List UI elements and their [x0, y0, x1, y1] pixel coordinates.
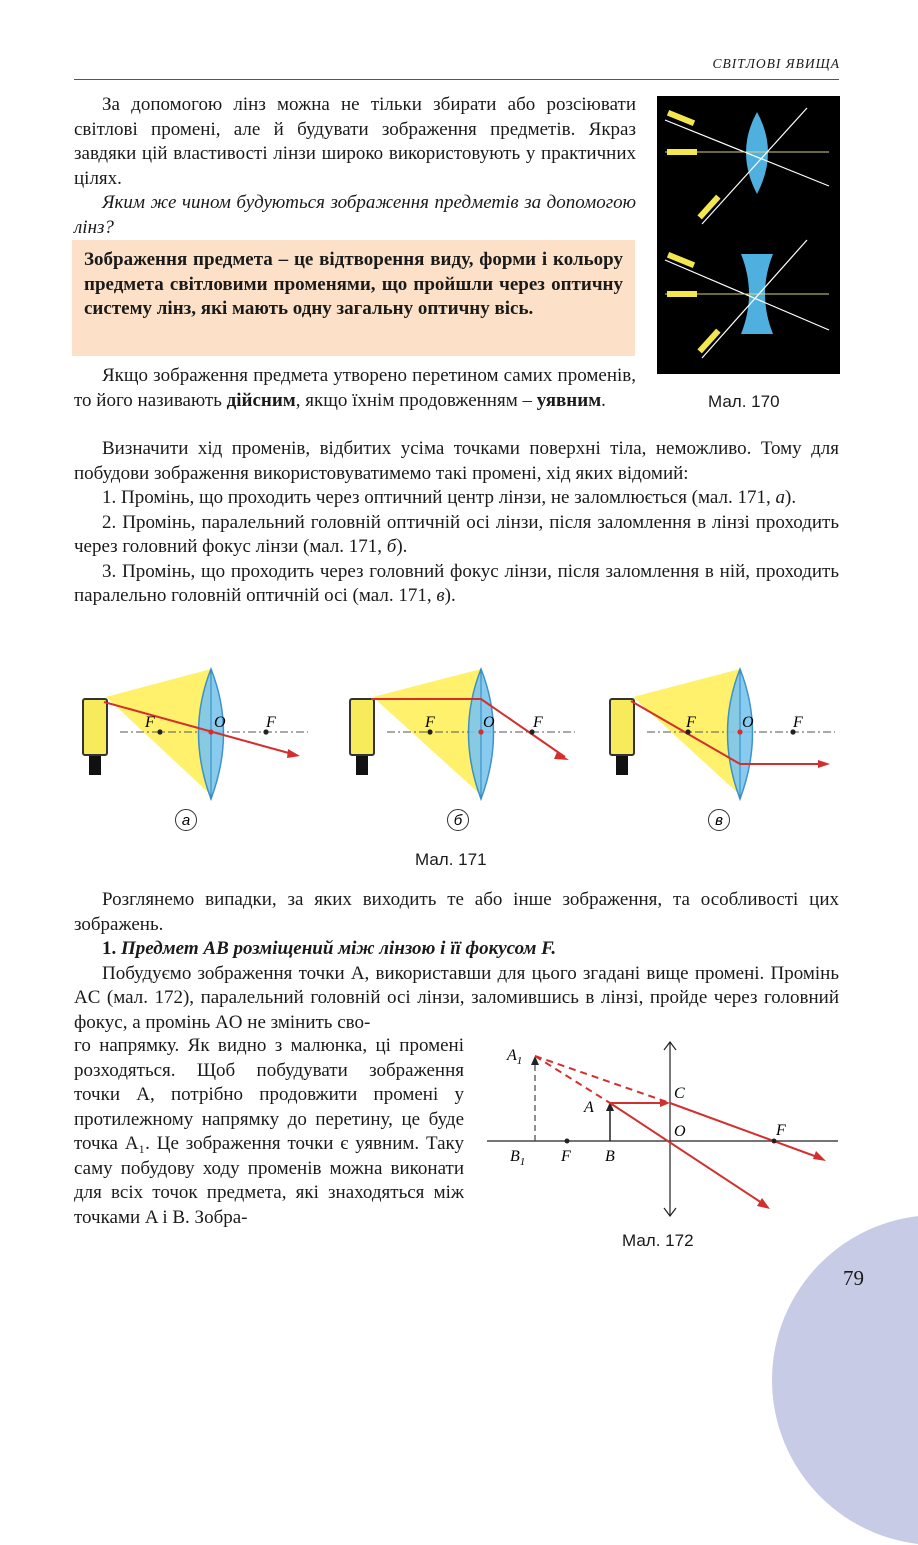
rule-2	[74, 511, 839, 560]
figure-171-panel-c	[607, 665, 837, 840]
label-f-right: F	[266, 714, 276, 731]
label-f-left: F	[425, 714, 435, 731]
label-o: O	[214, 714, 226, 731]
fig172-caption: Мал. 172	[622, 1231, 694, 1250]
fig170-caption: Мал. 170	[708, 392, 780, 411]
figure-170	[657, 96, 840, 374]
panel-label: а	[181, 812, 191, 829]
label-a: A	[584, 1099, 594, 1116]
paragraph-question: Яким же чином будуються зображення предметів за допомогою лінз?	[74, 192, 636, 238]
ray-ao	[610, 1103, 765, 1205]
rule-ref: а	[775, 487, 785, 508]
label-f-left: F	[561, 1148, 571, 1165]
figure-172	[485, 1040, 840, 1220]
extension-a	[535, 1056, 610, 1103]
cases-text	[74, 888, 839, 1035]
construction-text-continued	[74, 1034, 464, 1230]
label-subscript: 1	[519, 1156, 526, 1168]
focus-point	[157, 729, 162, 734]
text-part: , якщо їхнім продовженням –	[295, 389, 537, 411]
rule-ref: б	[386, 536, 397, 557]
paragraph-cases: Розглянемо випадки, за яких виходить те або інше зображення, та особливості цих зображень.	[74, 889, 839, 935]
light-source	[667, 291, 697, 297]
arrowhead	[757, 1198, 770, 1209]
rule-3	[74, 560, 839, 609]
paragraph-intro: За допомогою лінз можна не тільки збирати або розсіювати світлові промені, але й будувати зображення предметів. Якраз завдяки цій властивості лінзи широко використовують у практичних цілях.	[74, 94, 636, 189]
rule-end: ).	[396, 536, 408, 557]
arrowhead	[287, 749, 300, 758]
text-part: Якщо зображення предмета утворено перетином самих променів, то його називають	[74, 365, 636, 411]
rays-text	[74, 437, 839, 609]
rule-text: 1. Промінь, що проходить через оптичний центр лінзи, не заломлюється (мал. 171,	[102, 487, 776, 508]
page-number: 79	[843, 1266, 864, 1290]
definition-box: Зображення предмета – це відтворення виду, форми і кольору предмета світловими променями, що пройшли через оптичну систему лінз, які мають одну загальну оптичну вісь.	[72, 240, 635, 356]
label-o: O	[483, 714, 495, 731]
extension-c	[535, 1056, 670, 1103]
case-title: Предмет AB розміщений між лінзою і її фокусом F.	[121, 938, 557, 959]
flashlight	[83, 699, 107, 755]
rule-text: 2. Промінь, паралельний головній оптичній осі лінзи, після заломлення в лінзі проходить через головний фокус лінзи (мал. 171,	[74, 511, 839, 557]
label-f-left: F	[145, 714, 155, 731]
label-f-right: F	[793, 714, 803, 731]
focus-right	[772, 1139, 777, 1144]
header-rule	[74, 79, 839, 80]
label-letter: A	[507, 1047, 517, 1064]
case-number: 1.	[102, 938, 117, 959]
case-1-heading	[74, 937, 839, 962]
rule-text: 3. Промінь, що проходить через головний фокус лінзи, після заломлення в ній, проходить паралельно головній оптичній осі (мал. 171,	[74, 560, 839, 606]
light-source	[667, 149, 697, 155]
intro-text	[74, 93, 636, 240]
label-f-right: F	[533, 714, 543, 731]
fig171-caption: Мал. 171	[415, 850, 487, 869]
rule-1	[74, 486, 839, 511]
rule-end: ).	[785, 487, 797, 508]
panel-label: б	[453, 812, 463, 829]
label-b: B	[605, 1148, 615, 1165]
label-letter: B	[510, 1148, 520, 1165]
paragraph-rays: Визначити хід променів, відбитих усіма точками поверхні тіла, неможливо. Тому для побудови зображення використовуватимемо такі промені, хід яких відомий:	[74, 438, 839, 484]
rule-ref: в	[436, 585, 445, 606]
rule-end: ).	[444, 585, 456, 606]
label-o: O	[742, 714, 754, 731]
label-c: C	[674, 1085, 685, 1102]
text-part: .	[601, 389, 606, 411]
label-a1	[506, 1047, 522, 1067]
arrowhead	[554, 752, 569, 760]
term-virtual: уявним	[536, 389, 602, 411]
panel-label: в	[715, 812, 723, 829]
flashlight	[610, 699, 634, 755]
section-title: СВІТЛОВІ ЯВИЩА	[712, 56, 840, 71]
paragraph-construction-cont: го напрямку. Як видно з малюнка, ці промені розходяться. Щоб побудувати зображення точки A, потрібно продовжити промені у протилежному напрямку до перетину, це буде точка A₁. Це зображення точки є уявним. Таку саму побудову ходу променів можна виконати для всіх точок предмета, які знаходяться між точками A і B. Зобра-	[74, 1035, 464, 1228]
paragraph-real-virtual	[74, 364, 636, 413]
arrowhead	[813, 1151, 826, 1161]
flashlight-base	[89, 756, 101, 775]
flashlight-base	[356, 756, 368, 775]
figure-171-panel-a	[80, 665, 310, 840]
label-b1	[510, 1148, 525, 1168]
real-virtual-text	[74, 364, 636, 413]
focus-left	[565, 1139, 570, 1144]
term-real: дійсним	[226, 389, 296, 411]
center-point	[208, 729, 213, 734]
figure-171-panel-b	[347, 665, 577, 840]
flashlight	[350, 699, 374, 755]
label-f-left: F	[686, 714, 696, 731]
ray-refracted	[670, 1103, 820, 1158]
paragraph-construction: Побудуємо зображення точки A, використавши для цього згадані вище промені. Промінь AC (мал. 172), паралельний головній осі лінзи, заломившись в лінзі, пройде через головний фокус, а промінь AO не змінить сво-	[74, 962, 839, 1033]
label-f-right: F	[776, 1122, 786, 1139]
arrowhead	[818, 760, 830, 768]
label-subscript: 1	[516, 1055, 523, 1067]
flashlight-base	[616, 756, 628, 775]
page-corner-decoration	[772, 1215, 918, 1545]
label-o: O	[674, 1123, 686, 1140]
